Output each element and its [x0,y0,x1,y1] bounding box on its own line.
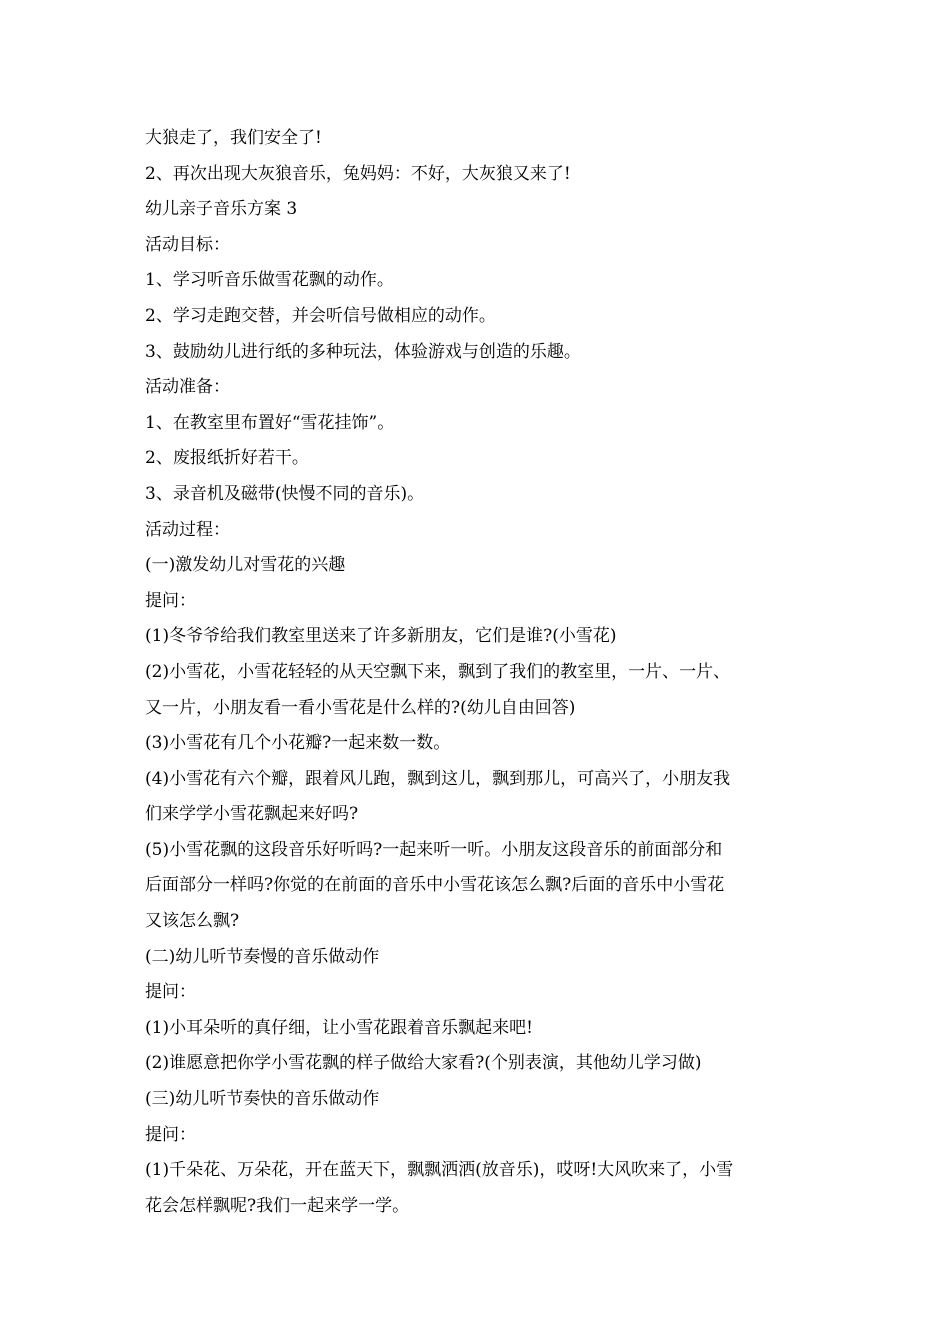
section-heading: 活动目标： [145,234,230,255]
subsection-heading: (二)幼儿听节奏慢的音乐做动作 [145,946,380,967]
text-line: (1)冬爷爷给我们教室里送来了许多新朋友，它们是谁?(小雪花) [145,626,617,647]
text-line: 1、在教室里布置好“雪花挂饰”。 [145,412,395,433]
text-line: 1、学习听音乐做雪花飘的动作。 [145,270,394,291]
text-line: (3)小雪花有几个小花瓣?一起来数一数。 [145,733,451,754]
text-line: (5)小雪花飘的这段音乐好听吗?一起来听一听。小朋友这段音乐的前面部分和 [145,839,723,860]
document-body [145,121,810,1224]
text-line: 提问： [145,1124,196,1145]
text-line: 们来学学小雪花飘起来好吗? [145,804,359,825]
subsection-heading: (三)幼儿听节奏快的音乐做动作 [145,1089,380,1110]
text-line: (2)谁愿意把你学小雪花飘的样子做给大家看?(个别表演，其他幼儿学习做) [145,1053,702,1074]
text-line: 提问： [145,590,196,611]
section-heading: 活动准备： [145,377,230,398]
text-line: 3、鼓励幼儿进行纸的多种玩法，体验游戏与创造的乐趣。 [145,341,581,362]
text-line: 大狼走了，我们安全了! [145,128,322,148]
text-line: 又一片，小朋友看一看小雪花是什么样的?(幼儿自由回答) [145,697,576,718]
text-line: (1)小耳朵听的真仔细，让小雪花跟着音乐飘起来吧! [145,1017,533,1038]
text-line: 提问： [145,982,196,1003]
text-line: (4)小雪花有六个瓣，跟着风儿跑，飘到这儿，飘到那儿，可高兴了，小朋友我 [145,768,731,789]
text-line: 2、废报纸折好若干。 [145,448,309,469]
text-line: 后面部分一样吗?你觉的在前面的音乐中小雪花该怎么飘?后面的音乐中小雪花 [145,875,725,896]
subsection-heading: (一)激发幼儿对雪花的兴趣 [145,555,346,576]
text-line: 花会怎样飘呢?我们一起来学一学。 [145,1195,410,1216]
text-line: 2、学习走跑交替，并会听信号做相应的动作。 [145,305,496,326]
text-line: 又该怎么飘? [145,911,240,932]
text-line: 2、再次出现大灰狼音乐，兔妈妈：不好，大灰狼又来了! [145,163,571,184]
text-line: (2)小雪花，小雪花轻轻的从天空飘下来，飘到了我们的教室里，一片、一片、 [145,661,731,682]
text-line: 3、录音机及磁带(快慢不同的音乐)。 [145,483,425,504]
section-title: 幼儿亲子音乐方案 3 [145,199,298,220]
text-line: (1)千朵花、万朵花，开在蓝天下，飘飘洒洒(放音乐)，哎呀!大风吹来了，小雪 [145,1160,734,1181]
section-heading: 活动过程： [145,519,230,540]
